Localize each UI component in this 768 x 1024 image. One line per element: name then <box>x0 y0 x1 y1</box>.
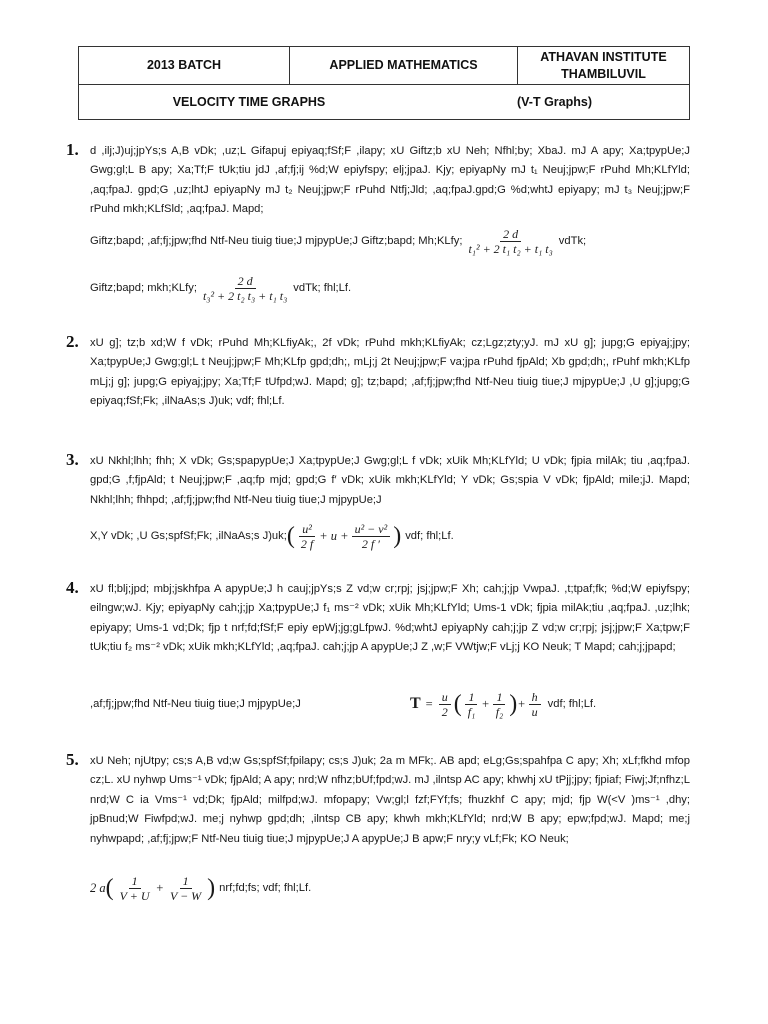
subject-cell: APPLIED MATHEMATICS <box>290 47 518 85</box>
fraction <box>465 227 555 256</box>
fraction-denominator: V + U <box>119 888 150 903</box>
fraction <box>167 874 204 903</box>
institute-cell: ATHAVAN INSTITUTE THAMBILUVIL <box>518 47 689 85</box>
fraction-numerator: h <box>529 690 541 705</box>
question-body: xU Nkhl;lhh; fhh; X vDk; Gs;spapypUe;J Xa;tpypUe;J Gwg;gl;L f vDk; xUik Mh;KLfYld; U vDk; fjpia milAk; tiu ,aq;fpaJ. gpd;G ,f;fjpAld; t Neuj;jpw;F ,aq;fp mjd; gpd;G f′ vDk; xUik mkh;KLfYld; Y vDk; Gs;spia V vDk; fjpAld; mile;jJ. Mapd; Nkhl;lhh; fhhpd; ,af;fj;jpw;fhd Ntf-Neu tiuig tiue;J mjpypUe;J <box>90 455 690 506</box>
fraction-numerator: 2 d <box>235 274 256 289</box>
fraction-numerator: 1 <box>180 874 192 889</box>
fraction-numerator: u² − v² <box>352 522 391 537</box>
close-paren: ) <box>207 875 216 901</box>
topic-short-cell: (V-T Graphs) <box>517 94 593 109</box>
question-number: 4. <box>66 578 79 597</box>
question-body: xU Neh; njUtpy; cs;s A,B vd;w Gs;spfSf;fpilapy; cs;s J)uk; 2a m MFk;. AB apd; eLg;Gs;spahfpa C apy; Xh; xLf;fkhd mfop cz;L. xU nyhwp Ums⁻¹ vDk; fjpAld; A apy; nrd;W nfhz;bUf;fpd;wJ. mJ ,ilntsp AC apy; khwhj xU tPjj;jpy; fjpiaf; Fiwj;Jf;nfhz;L nrd;W C ia Vms⁻¹ vd;Dk; fjpAld; milfpd;wJ. mfopapy; Vw;gl;l fzf;FYf;fs; fhuzkhf C apy; mjd; fjp W(<V )ms⁻¹ ,dhy; jpBnud;W Fiwfpd;wJ. me;j nyhwp gpd;dh; ,ilntsp CB apy; khwh mkh;KLfYld; nrd;W B apy; epw;fpd;wJ. Mapd; me;j nyhwpapd; ,af;fj;jpw;F Ntf-Neu tiuig tiue;J mjpypUe;J A apypUe;J B apw;F nry;y vLf;Fk; KO Neuk; <box>90 755 690 845</box>
formula-lead: X,Y vDk; ,U Gs;spfSf;Fk; ,ilNaAs;s J)uk; <box>90 530 287 542</box>
fraction <box>200 274 290 303</box>
fraction <box>352 522 391 551</box>
formula-lead: Giftz;bapd; ,af;fj;jpw;fhd Ntf-Neu tiuig tiue;J mjpypUe;J Giftz;bapd; Mh;KLfy; <box>90 235 463 247</box>
batch-cell: 2013 BATCH <box>79 47 290 85</box>
plus-sign: + <box>517 696 526 711</box>
formula-tail: vdTk; fhl;Lf. <box>293 282 352 294</box>
fraction-numerator: 2 d <box>500 227 521 242</box>
fraction-denominator: V − W <box>169 888 202 903</box>
formula-line <box>90 514 690 558</box>
fraction-denominator: f₁ <box>467 704 476 719</box>
close-paren: ) <box>393 523 402 549</box>
fraction-numerator: 1 <box>129 874 141 889</box>
fraction-numerator: u² <box>299 522 315 537</box>
fraction-denominator: t₁² + 2 t₁ t₂ + t₁ t₃ <box>468 241 553 256</box>
formula-line <box>90 221 690 261</box>
question-body: xU g]; tz;b xd;W f vDk; rPuhd Mh;KLfiyAk;, 2f vDk; rPuhd mkh;KLfiyAk; cz;Lgz;zty;yJ. mJ xU g]; jupg;G epiyaj;jpy; Xa;tpypUe;J Gwg;gl;L t Neuj;jpw;F Mh;KLfp gpd;dh;, mLj;j 2t Neuj;jpw;F va;jpa rPuhd fjpAld; Xb gpd;dh;, rPuhf mkh;KLfp mLj;j g]; jupg;G epiyaj;jpy; Xa;Tf;F tUfpd;wJ. Mapd; g]; tz;bapd; ,af;fj;jpw;fhd Ntf-Neu tiuig tiue;J mjpypUe;J ,U g];jupg;G epiyaq;fSf;Fk; ,ilNaAs;s J)uk; vdf; fhl;Lf. <box>90 337 690 408</box>
formula-line <box>90 268 690 308</box>
close-paren: ) <box>509 691 518 717</box>
T-label: T <box>410 695 421 712</box>
fraction <box>493 690 507 719</box>
fraction-denominator: 2 <box>441 704 448 719</box>
formula-lead: ,af;fj;jpw;fhd Ntf-Neu tiuig tiue;J mjpypUe;J <box>90 698 301 710</box>
question-number: 2. <box>66 332 79 351</box>
formula-line <box>90 866 690 910</box>
formula-tail: nrf;fd;fs; vdf; fhl;Lf. <box>219 882 312 894</box>
fraction-denominator: f₂ <box>495 704 504 719</box>
formula-tail: vdf; fhl;Lf. <box>405 530 454 542</box>
fraction <box>529 690 541 719</box>
formula-middle: + u + <box>319 528 349 543</box>
fraction-numerator: u <box>439 690 451 705</box>
question-number: 5. <box>66 750 79 769</box>
plus-sign: + <box>481 696 490 711</box>
fraction <box>465 690 479 719</box>
open-paren: ( <box>286 523 295 549</box>
fraction <box>298 522 316 551</box>
fraction <box>117 874 153 903</box>
plus-sign: + <box>155 880 164 895</box>
question-body: d ,ilj;J)uj;jpYs;s A,B vDk; ,uz;L Gifapuj epiyaq;fSf;F ,ilapy; xU Giftz;b xU Neh; Nfhl;by; XbaJ. mJ A apy; Xa;tpypUe;J Gwg;gl;L B apy; Xa;Tf;F tUk;tiu jdJ ,af;fj;ij %d;W epiyfspy; elj;jpaJ. Kjy; epiyapNy mJ t₁ Neuj;jpw;F rPuhd Mh;KLfYld; ,aq;fpaJ. gpd;G ,uz;lhtJ epiyapNy mJ t₂ Neuj;jpw;F rPuhd Ntfj;Jld; ,aq;fpaJ.gpd;G %d;whtJ epiyapy; mJ t₃ Neuj;jpw;F rPuhd mkh;KLfSld; ,aq;fpaJ. Mapd; <box>90 145 690 216</box>
fraction-denominator: 2 f <box>300 536 314 551</box>
open-paren: ( <box>105 875 114 901</box>
formula-lead: 2 a <box>90 880 106 895</box>
fraction <box>439 690 451 719</box>
formula-lead: Giftz;bapd; mkh;KLfy; <box>90 282 197 294</box>
header-table <box>78 46 690 120</box>
open-paren: ( <box>453 691 462 717</box>
question-body: xU fl;blj;jpd; mbj;jskhfpa A apypUe;J h cauj;jpYs;s Z vd;w cr;rpj; jsj;jpw;F Xh; cah;j;jp VwpaJ. ,t;tpaf;fk; %d;W epiyfspy; eilngw;wJ. Kjy; epiyapNy cah;j;jp Xa;tpypUe;J f₁ ms⁻² vDk; xUik Mh;KLfYld; Ums-1 vDk; fjpia milAk;tiu ,aq;fpaJ. ,uz;lhk; epiyapy; Ums-1 vd;Dk; fjp t nrf;fd;fSf;F epiy epWj;jg;gLfpwJ. %d;whtJ epiyapNy cah;j;jp Z vd;w cr;rpj; jsj;jpw;F Xa;tpw;F tUk;tiu f₂ ms⁻² vDk; xUik mkh;KLfYld; ,aq;fpaJ. cah;j;jp A apypUe;J Z ,w;F VWtjw;F vLj;j KO Neuk; T Mapd; cah;j;jpapd; <box>90 583 690 654</box>
topic-cell: VELOCITY TIME GRAPHS <box>172 94 326 109</box>
question-number: 1. <box>66 140 79 159</box>
fraction-denominator: 2 f ′ <box>361 536 380 551</box>
formula-line <box>90 682 690 726</box>
formula-tail: vdTk; <box>558 235 587 247</box>
fraction-numerator: 1 <box>465 690 477 705</box>
fraction-denominator: u <box>531 704 538 719</box>
fraction-denominator: t₃² + 2 t₂ t₃ + t₁ t₃ <box>202 288 288 303</box>
fraction-numerator: 1 <box>493 690 505 705</box>
formula-tail: vdf; fhl;Lf. <box>547 698 597 710</box>
equals-sign: = <box>425 696 433 711</box>
question-number: 3. <box>66 450 79 469</box>
